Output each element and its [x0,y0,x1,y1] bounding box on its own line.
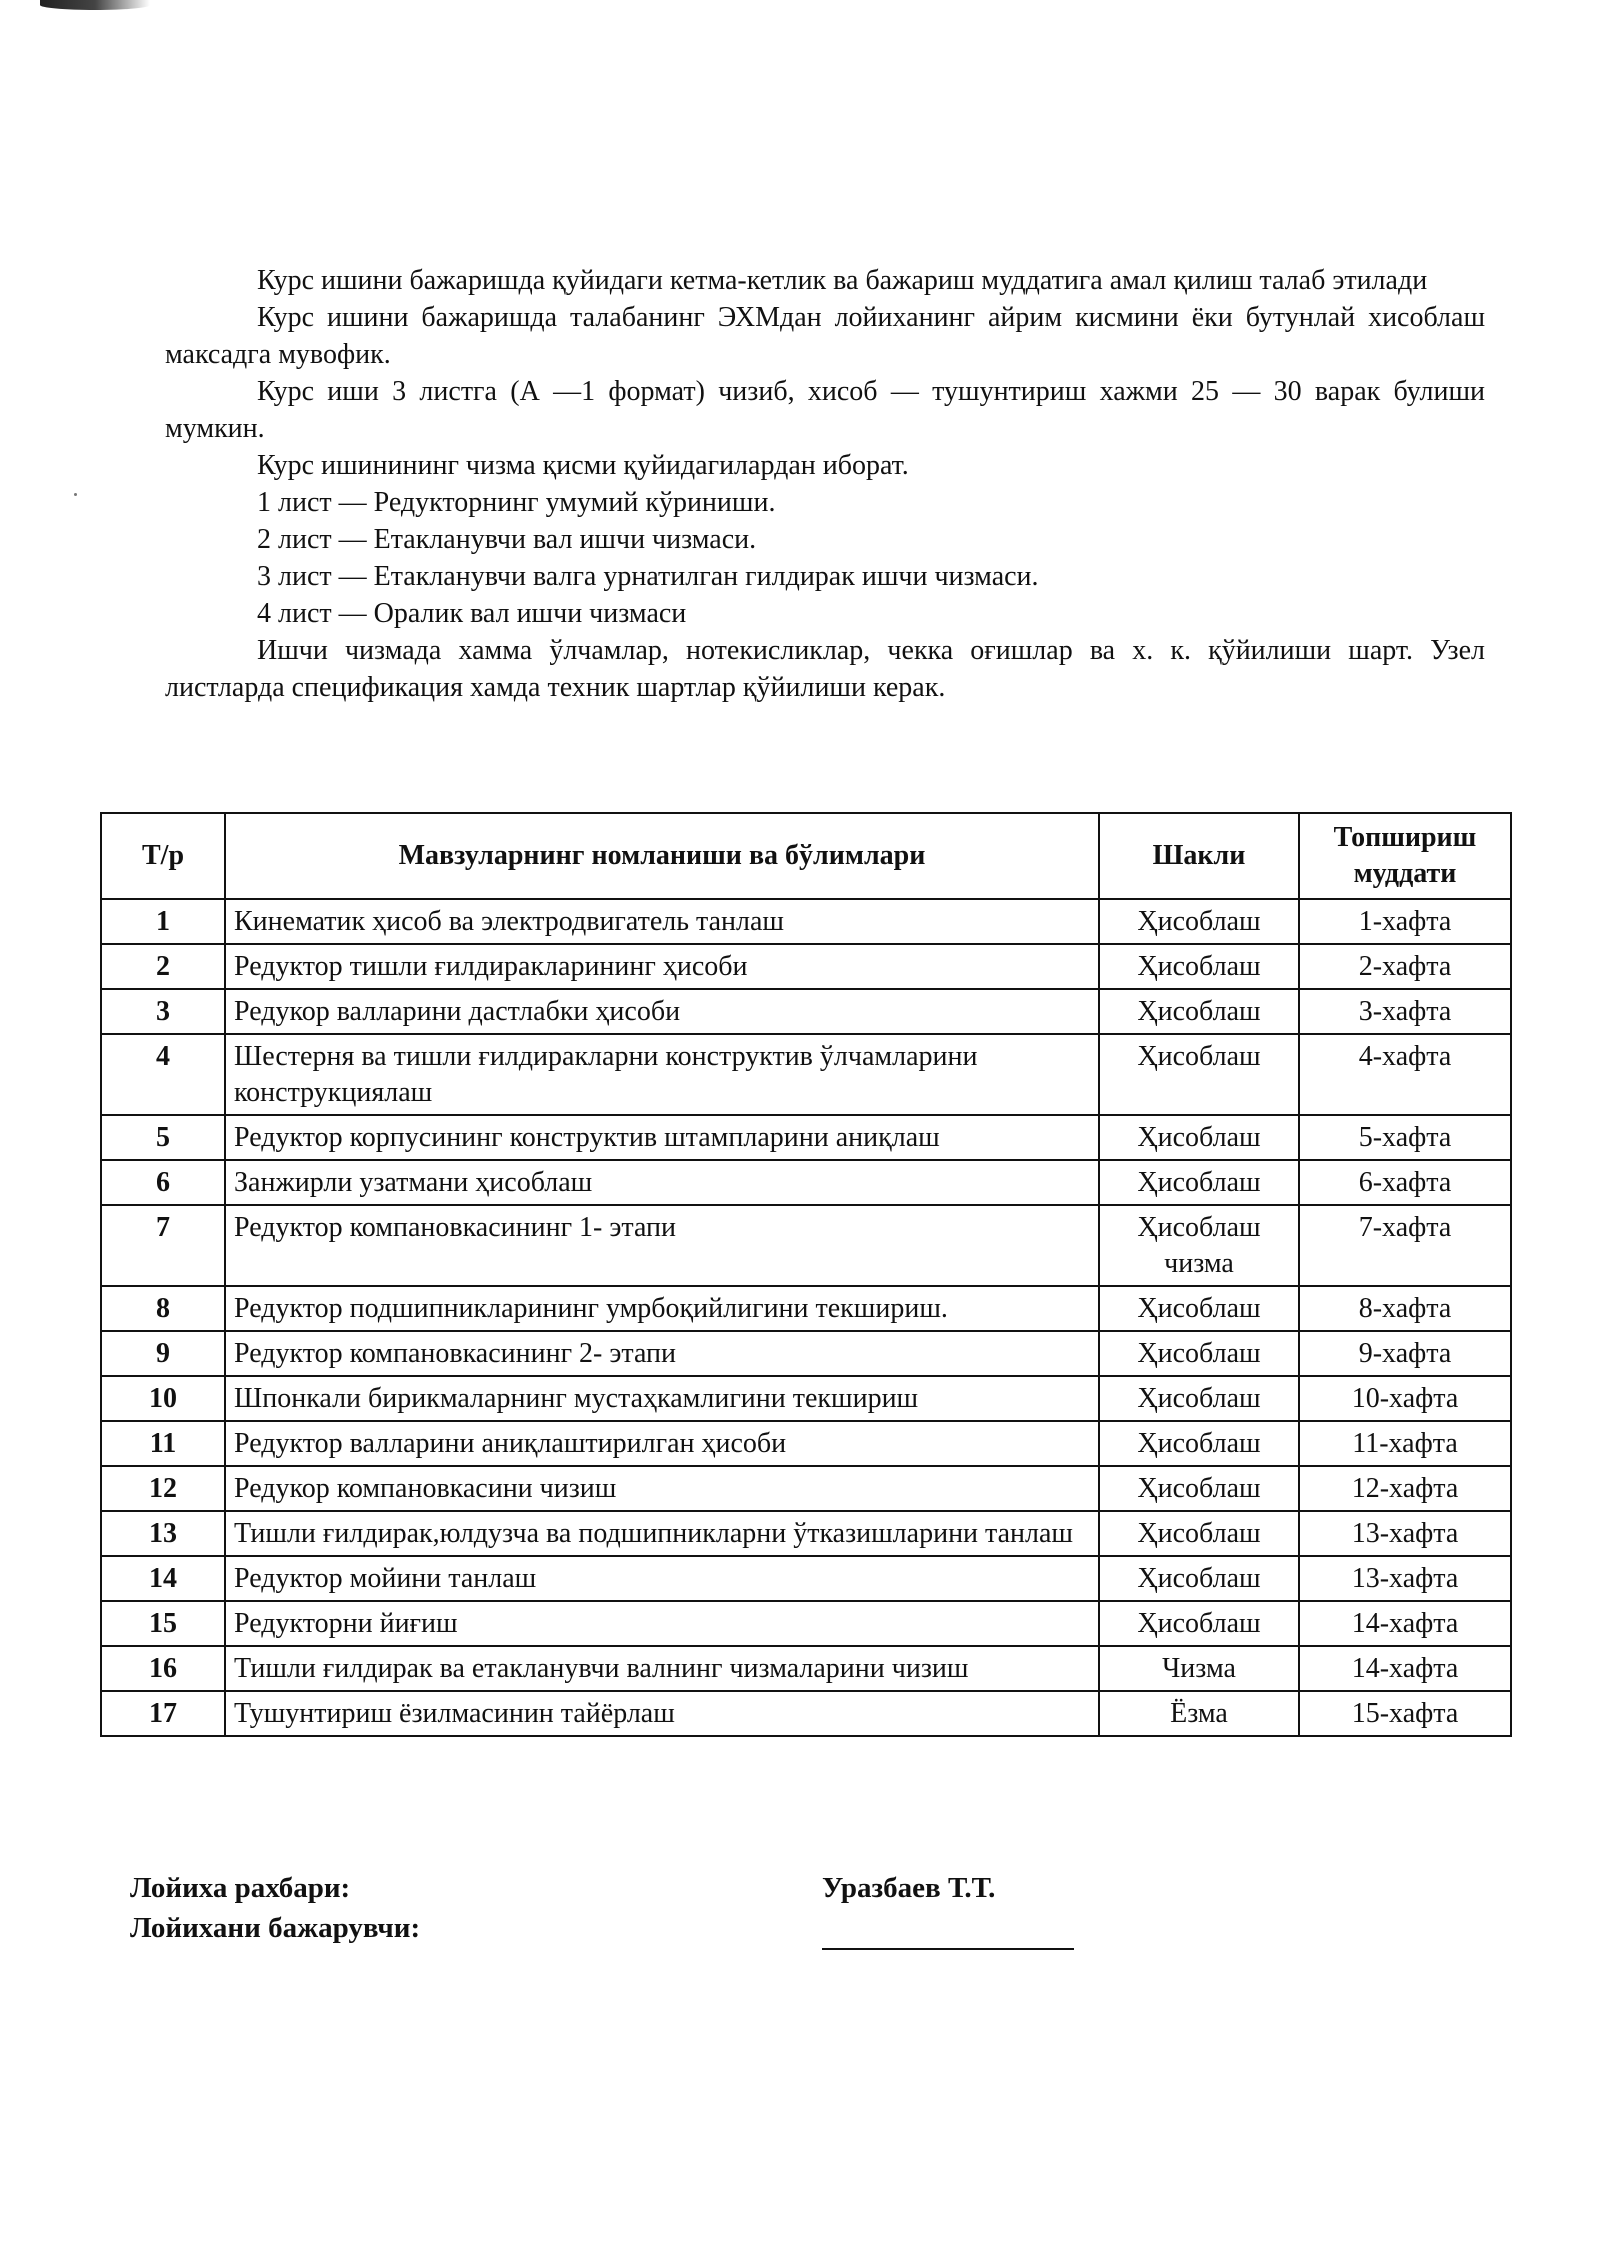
table-row [101,1691,1511,1736]
row-topic: Редуктор валларини аниқлаштирилган ҳисоби [225,1421,1099,1466]
table-body [101,899,1511,1736]
table-row [101,899,1511,944]
row-number: 10 [101,1376,225,1421]
row-topic: Редуктор мойини танлаш [225,1556,1099,1601]
row-topic: Кинематик ҳисоб ва электродвигатель танлаш [225,899,1099,944]
intro-paragraph-2: Курс ишини бажаришда талабанинг ЭХМдан лойиханинг айрим кисмини ёки бутунлай хисоблаш максадга мувофик. [165,302,1485,370]
row-form: Ёзма [1099,1691,1299,1736]
row-form: Ҳисоблаш [1099,1286,1299,1331]
scan-edge-mark [40,0,150,10]
table-row [101,1646,1511,1691]
table-row [101,1466,1511,1511]
row-form: Ҳисоблаш [1099,1376,1299,1421]
row-number: 17 [101,1691,225,1736]
row-form: Ҳисоблаш [1099,989,1299,1034]
intro-paragraph-3: Курс иши 3 листга (А —1 формат) чизиб, хисоб — тушунтириш хажми 25 — 30 варак булиши мумкин. [165,376,1485,444]
row-topic: Тишли ғилдирак ва етакланувчи валнинг чизмаларини чизиш [225,1646,1099,1691]
row-topic: Редуктор подшипникларининг умрбоқийлигини текшириш. [225,1286,1099,1331]
row-form: Ҳисоблаш [1099,1034,1299,1115]
table-row [101,1376,1511,1421]
sheet-item: 3 лист — Етакланувчи валга урнатилган гилдирак ишчи чизмаси. [257,561,1039,592]
row-topic: Шпонкали бирикмаларнинг мустаҳкамлигини текшириш [225,1376,1099,1421]
table-row [101,989,1511,1034]
row-number: 13 [101,1511,225,1556]
row-number: 9 [101,1331,225,1376]
table-row [101,1331,1511,1376]
row-topic: Занжирли узатмани ҳисоблаш [225,1160,1099,1205]
table-row [101,1160,1511,1205]
header-deadline: Топшириш муддати [1299,813,1511,899]
row-deadline: 12-хафта [1299,1466,1511,1511]
row-topic: Редукор компановкасини чизиш [225,1466,1099,1511]
row-deadline: 2-хафта [1299,944,1511,989]
row-number: 16 [101,1646,225,1691]
row-deadline: 7-хафта [1299,1205,1511,1286]
row-number: 7 [101,1205,225,1286]
scan-speck [74,493,77,496]
row-deadline: 13-хафта [1299,1511,1511,1556]
row-form: Ҳисоблаш [1099,1511,1299,1556]
row-topic: Редуктор корпусининг конструктив штампларини аниқлаш [225,1115,1099,1160]
sheet-item: 4 лист — Оралик вал ишчи чизмаси [257,598,687,629]
sheet-item: 1 лист — Редукторнинг умумий кўриниши. [257,487,776,518]
row-deadline: 10-хафта [1299,1376,1511,1421]
row-number: 5 [101,1115,225,1160]
row-number: 6 [101,1160,225,1205]
row-number: 2 [101,944,225,989]
row-number: 8 [101,1286,225,1331]
sheet-item: 2 лист — Етакланувчи вал ишчи чизмаси. [257,524,757,555]
row-deadline: 6-хафта [1299,1160,1511,1205]
row-number: 1 [101,899,225,944]
supervisor-label: Лойиха рахбари: [130,1872,351,1904]
intro-paragraph-5: Ишчи чизмада хамма ўлчамлар, нотекисликлар, чекка оғишлар ва х. к. қўйилиши шарт. Узел листларда спецификация хамда техник шартлар қўйилиши керак. [165,635,1485,703]
row-form: Ҳисоблаш чизма [1099,1205,1299,1286]
row-topic: Редуктор компановкасининг 2- этапи [225,1331,1099,1376]
row-form: Ҳисоблаш [1099,1601,1299,1646]
row-topic: Тишли ғилдирак,юлдузча ва подшипникларни ўтказишларини танлаш [225,1511,1099,1556]
row-topic: Редукторни йиғиш [225,1601,1099,1646]
row-topic: Тушунтириш ёзилмасинин тайёрлаш [225,1691,1099,1736]
row-deadline: 1-хафта [1299,899,1511,944]
table-row [101,1286,1511,1331]
row-deadline: 14-хафта [1299,1646,1511,1691]
row-form: Ҳисоблаш [1099,1331,1299,1376]
row-deadline: 13-хафта [1299,1556,1511,1601]
header-topic: Мавзуларнинг номланиши ва бўлимлари [225,813,1099,899]
intro-text [165,262,1485,706]
row-form: Ҳисоблаш [1099,1115,1299,1160]
table-row [101,1115,1511,1160]
table-row [101,1601,1511,1646]
row-form: Ҳисоблаш [1099,1466,1299,1511]
row-deadline: 5-хафта [1299,1115,1511,1160]
row-deadline: 3-хафта [1299,989,1511,1034]
supervisor-name: Уразбаев Т.Т. [822,1872,996,1904]
row-topic: Редуктор компановкасининг 1- этапи [225,1205,1099,1286]
row-number: 4 [101,1034,225,1115]
row-deadline: 14-хафта [1299,1601,1511,1646]
row-deadline: 8-хафта [1299,1286,1511,1331]
row-deadline: 9-хафта [1299,1331,1511,1376]
row-number: 15 [101,1601,225,1646]
table-row [101,1511,1511,1556]
row-form: Чизма [1099,1646,1299,1691]
row-deadline: 4-хафта [1299,1034,1511,1115]
row-form: Ҳисоблаш [1099,899,1299,944]
table-header-row [101,813,1511,899]
row-topic: Редуктор тишли ғилдиракларининг ҳисоби [225,944,1099,989]
table-row [101,1421,1511,1466]
row-number: 3 [101,989,225,1034]
row-deadline: 15-хафта [1299,1691,1511,1736]
row-number: 11 [101,1421,225,1466]
row-form: Ҳисоблаш [1099,1421,1299,1466]
header-number: Т/р [101,813,225,899]
table-row [101,944,1511,989]
table-row [101,1034,1511,1115]
intro-paragraph-4: Курс ишинининг чизма қисми қуйидагилардан иборат. [257,450,909,481]
row-form: Ҳисоблаш [1099,944,1299,989]
intro-paragraph-1: Курс ишини бажаришда қуйидаги кетма-кетлик ва бажариш муддатига амал қилиш талаб этилади [257,265,1428,296]
row-topic: Шестерня ва тишли ғилдиракларни конструктив ўлчамларини конструкциялаш [225,1034,1099,1115]
row-topic: Редукор валларини дастлабки ҳисоби [225,989,1099,1034]
signature-line [822,1948,1074,1950]
header-form: Шакли [1099,813,1299,899]
signature-labels [130,1868,420,1948]
row-form: Ҳисоблаш [1099,1556,1299,1601]
row-form: Ҳисоблаш [1099,1160,1299,1205]
row-deadline: 11-хафта [1299,1421,1511,1466]
row-number: 14 [101,1556,225,1601]
executor-label: Лойихани бажарувчи: [130,1912,421,1944]
table-row [101,1205,1511,1286]
schedule-table [100,812,1512,1737]
table-row [101,1556,1511,1601]
row-number: 12 [101,1466,225,1511]
